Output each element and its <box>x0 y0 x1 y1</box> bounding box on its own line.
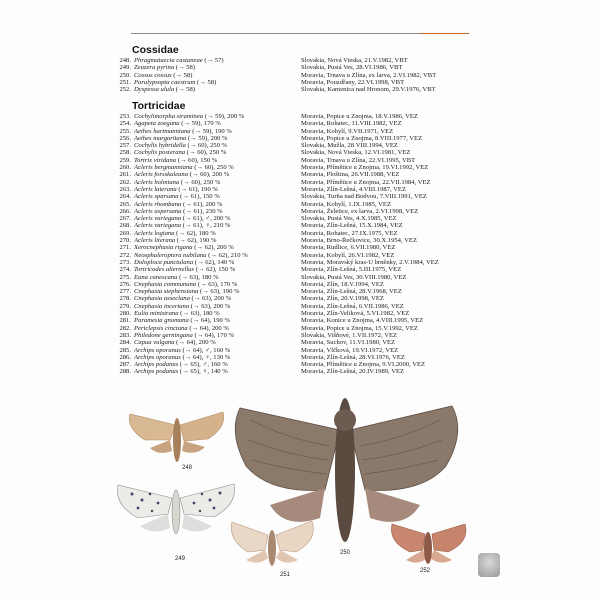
entry-number: 260. <box>119 164 131 172</box>
moth-specimen-251 <box>231 521 313 566</box>
page-reference: (→ 57) <box>204 57 224 64</box>
locality-record: Moravia, Popice u Znojma, 18.V.1986, VEZ <box>301 113 418 120</box>
locality-record: Moravia, Zlín-Lešná, 28.VI.1976, VEZ <box>301 353 405 361</box>
page-reference: (→ 63), 180 % <box>180 310 220 318</box>
scientific-name: Zeuzera pyrina <box>134 64 175 72</box>
scientific-name: Cnephasia stephensiana <box>134 288 199 296</box>
entry-number: 251. <box>119 78 131 86</box>
entry-number: 284. <box>119 339 131 347</box>
page-reference: (→ 64), 190 % <box>190 317 230 325</box>
entry-number: 276. <box>119 280 131 288</box>
scientific-name: Acleris laterana <box>134 185 177 193</box>
entry-number: 258. <box>119 149 131 157</box>
entry-number: 281. <box>119 317 131 325</box>
page-thumb-logo <box>478 553 500 577</box>
locality-record: Moravia, Zlín-Lešná, 15.X.1984, VEZ <box>301 222 403 230</box>
locality-record: Moravia, Přímětice u Znojma, 19.VI.1992, VEZ <box>301 164 429 172</box>
scientific-name: Cnephasia communana <box>134 280 197 288</box>
locality-record: Slovakia, Pustá Ves, 30.VIII.1980, VEZ <box>301 273 407 281</box>
locality-record: Moravia, Popice u Znojma, 8.VIII.1977, VEZ <box>301 134 423 142</box>
page-reference: (→ 62), 140 % <box>194 258 235 266</box>
locality-record: Slovakia, Mužla, 28.VIII.1994, VEZ <box>301 142 398 150</box>
locality-record: Moravia, Zlín-Lešná, 4.VIII.1987, VEZ <box>301 185 406 193</box>
page-reference: (→ 60), 250 % <box>194 164 234 172</box>
entry-number: 249. <box>119 64 131 72</box>
scientific-name: Aethes hartmanniana <box>134 127 191 135</box>
plate-label-248: 248 <box>182 465 193 471</box>
moth-specimen-252 <box>391 524 466 564</box>
entry-number: 262. <box>119 178 131 186</box>
page-reference: (→ 64), ♀, 130 % <box>182 353 231 361</box>
page-reference: (→ 61), ♀, 210 % <box>182 222 231 230</box>
locality-record: Moravia, Kobylí, 26.VI.1982, VEZ <box>301 251 395 259</box>
entry-number: 256. <box>119 134 131 142</box>
locality-record: Moravia, Zlín, 18.V.1994, VEZ <box>301 280 384 288</box>
page-reference: (→ 60), 250 % <box>180 178 221 186</box>
scientific-name: Tortricodes alternellus <box>134 266 195 274</box>
locality-record: Moravia, Kobylí, 1.IX.1985, VEZ <box>301 200 391 208</box>
plate-label-251: 251 <box>280 572 291 578</box>
page-reference: (→ 65), ♀, 140 % <box>179 368 228 376</box>
scientific-name: Tortrix viridana <box>134 156 177 164</box>
locality-record: Slovakia, Nová Vieska, 12.VI.1981, VEZ <box>301 149 411 157</box>
page-reference: (→ 64), 200 % <box>189 324 229 332</box>
entry-number: 274. <box>119 266 131 274</box>
entry-number: 264. <box>119 193 131 201</box>
locality-record: Moravia, Moravský kras-U brněnky, 2.V.1984, VEZ <box>301 258 439 266</box>
page-reference: (→ 64), 200 % <box>176 339 216 347</box>
entry-number: 279. <box>119 302 131 310</box>
page-reference: (→ 62), 150 % <box>195 266 236 274</box>
locality-record: Slovakia, Pustá Ves, 28.VI.1986, VBT <box>301 64 403 72</box>
locality-record: Moravia, Zlín-Lešná, 6.VII.1986, VEZ <box>301 302 404 310</box>
scientific-name: Archips podanus <box>134 361 179 369</box>
page-reference: (→ 61), 230 % <box>183 207 223 215</box>
scientific-name: Periclepsis cinctana <box>134 324 188 332</box>
locality-record: Moravia, Zlín-Lešná, 20.IV.1989, VEZ <box>301 368 405 376</box>
locality-record: Moravia, Kobylí, 9.VII.1971, VEZ <box>301 127 394 135</box>
entry-number: 268. <box>119 222 131 230</box>
page-reference: (→ 59), 200 % <box>204 113 245 120</box>
scientific-name: Archips oporanus <box>134 346 181 354</box>
page-reference: (→ 63), 200 % <box>191 295 232 303</box>
locality-record: Slovakia, Kamenica nad Hronom, 29.V.1976, VBT <box>301 86 436 94</box>
page-reference: (→ 63), 200 % <box>190 302 231 310</box>
locality-record: Moravia, Ploština, 26.VII.1988, VEZ <box>301 171 400 179</box>
scientific-name: Acleris bergmanniana <box>134 164 193 172</box>
plate-label-249: 249 <box>175 556 186 562</box>
entry-number: 255. <box>119 127 131 135</box>
scientific-name: Cossus cossus <box>134 71 172 79</box>
entry-number: 266. <box>119 207 131 215</box>
page-reference: (→ 58) <box>173 71 193 79</box>
locality-record: Moravia, Zlín, 20.V.1998, VEZ <box>301 295 384 303</box>
page-reference: (→ 65), ♂, 160 % <box>179 361 228 369</box>
page-reference: (→ 60), 150 % <box>177 156 218 164</box>
entry-number: 288. <box>119 368 131 376</box>
locality-record: Slovakia, Turňa nad Bodvou, 7.VIII.1991, VEZ <box>301 193 427 201</box>
locality-record: Slovakia, Nová Vieska, 21.V.1982, VBT <box>301 57 408 64</box>
page-reference: (→ 60), 250 % <box>186 149 227 157</box>
entry-number: 253. <box>119 113 131 120</box>
scientific-name: Cnephasia asseclana <box>134 295 190 303</box>
scientific-name: Acleris logiana <box>134 229 175 237</box>
locality-record: Moravia, Zlín-Lešná, 5.III.1975, VEZ <box>301 266 402 274</box>
scientific-name: Dyspessa ulula <box>134 86 175 94</box>
entry-number: 250. <box>119 71 131 79</box>
entry-number: 263. <box>119 185 131 193</box>
scientific-name: Aethes margaritana <box>134 134 187 142</box>
locality-record: Slovakia, Višňové, 1.VII.1972, VEZ <box>301 331 398 339</box>
scientific-name: Archips oporanus <box>134 353 181 361</box>
scientific-name: Acleris variegana <box>134 215 182 223</box>
entry-number: 261. <box>119 171 131 179</box>
entry-number: 252. <box>119 86 131 94</box>
scientific-name: Doloploca punctulana <box>134 258 194 266</box>
scientific-name: Eana canescana <box>134 273 178 281</box>
scientific-name: Cochylis posterana <box>134 149 186 157</box>
page-reference: (→ 60), 250 % <box>187 142 228 150</box>
entry-number: 254. <box>119 120 131 128</box>
entry-number: 272. <box>119 251 131 259</box>
entry-number: 286. <box>119 353 131 361</box>
scientific-name: Paralypsopta caestrum <box>134 78 196 86</box>
scientific-name: Neosphaleroptera nubilana <box>134 251 207 259</box>
locality-record: Moravia, Rohatec, 11.VIII.1982, VEZ <box>301 120 402 128</box>
scientific-name: Cochylimorpha straminea <box>134 113 204 120</box>
locality-record: Moravia, Vlčková, 19.VI.1972, VEZ <box>301 346 399 354</box>
page-reference: (→ 61), 200 % <box>182 200 223 208</box>
entry-number: 283. <box>119 331 131 339</box>
entry-number: 273. <box>119 258 131 266</box>
scientific-name: Phragmataecia castaneae <box>134 57 203 64</box>
entry-number: 275. <box>119 273 131 281</box>
locality-record: Moravia, Zlín-Lešná, 28.V.1968, VEZ <box>301 288 402 296</box>
scientific-name: Acleris variegana <box>134 222 182 230</box>
page-reference: (→ 60), 200 % <box>189 171 230 179</box>
scientific-name: Acleris aspersana <box>134 207 182 215</box>
page-reference: (→ 61), 150 % <box>180 193 220 201</box>
scientific-name: Acleris literana <box>134 237 176 245</box>
page-reference: (→ 63), 170 % <box>197 280 238 288</box>
section-title-tortricidae: Tortricidae <box>132 100 186 112</box>
page-reference: (→ 64), 170 % <box>194 331 235 339</box>
scientific-name: Agapeta zoegana <box>134 120 180 128</box>
locality-record: Moravia, Zlín-Veliková, 5.VI.1982, VEZ <box>301 310 410 318</box>
page-reference: (→ 63), 190 % <box>199 288 240 296</box>
page-reference: (→ 62), 200 % <box>194 244 234 252</box>
moth-specimen-250 <box>235 398 458 542</box>
entry-number: 280. <box>119 310 131 318</box>
entry-number: 259. <box>119 156 131 164</box>
entry-number: 269. <box>119 229 131 237</box>
entry-number: 270. <box>119 237 131 245</box>
scientific-name: Xerocnephasia rigana <box>134 244 193 252</box>
locality-record: Moravia, Trnava u Zlína, 22.VI.1995, VBT <box>301 156 416 164</box>
page-reference: (→ 62), 190 % <box>176 237 217 245</box>
scientific-name: Acleris holmiana <box>134 178 180 186</box>
moth-specimen-249 <box>117 484 234 534</box>
scientific-name: Cnephasia incertana <box>134 302 190 310</box>
entry-number: 248. <box>119 57 131 64</box>
scientific-name: Acleris forsskaleana <box>134 171 189 179</box>
locality-record: Moravia, Pouzdřany, 22.VI.1998, VBT <box>301 78 405 86</box>
page-reference: (→ 58) <box>175 64 196 72</box>
page-reference: (→ 59), 200 % <box>187 134 228 142</box>
plate-label-250: 250 <box>340 550 351 556</box>
scientific-name: Acleris rhombana <box>134 200 182 208</box>
entry-number: 257. <box>119 142 131 150</box>
scientific-name: Eulia ministrana <box>134 310 179 318</box>
locality-record: Moravia, Konice u Znojma, 4.VIII.1995, VEZ <box>301 317 424 325</box>
scientific-name: Capua vulgana <box>134 339 175 347</box>
locality-record: Moravia, Přímětice u Znojma, 22.VII.1984, VEZ <box>301 178 431 186</box>
locality-record: Slovakia, Pustá Ves, 4.X.1985, VEZ <box>301 215 397 223</box>
page-reference: (→ 63), 180 % <box>179 273 219 281</box>
page-reference: (→ 61), 190 % <box>178 185 218 193</box>
page-reference: (→ 59), 190 % <box>192 127 232 135</box>
page-reference: (→ 59), 170 % <box>181 120 221 128</box>
page-reference: (→ 62), 180 % <box>176 229 216 237</box>
page-reference: (→ 62), 210 % <box>208 251 248 259</box>
entry-number: 287. <box>119 361 131 369</box>
entry-number: 265. <box>119 200 131 208</box>
page-reference: (→ 58) <box>197 78 217 86</box>
locality-record: Moravia, Popice u Znojma, 15.V.1992, VEZ <box>301 324 418 332</box>
entry-number: 271. <box>119 244 131 252</box>
locality-record: Moravia, Přímětice u Znojma, 9.VI.2000, VEZ <box>301 361 426 369</box>
entry-number: 277. <box>119 288 131 296</box>
entry-number: 282. <box>119 324 131 332</box>
scientific-name: Cochylis hybridella <box>134 142 186 150</box>
scientific-name: Acleris sparsana <box>134 193 179 201</box>
locality-record: Moravia, Brno-Řečkovice, 30.X.1954, VEZ <box>301 237 417 245</box>
locality-record: Moravia, Želetice, ex larva, 2.VI.1998, VEZ <box>301 207 419 215</box>
page-reference: (→ 58) <box>175 86 196 94</box>
section-title-cossidae: Cossidae <box>132 44 179 56</box>
locality-record: Moravia, Trnava u Zlína, ex larva, 2.VI.1982, VBT <box>301 71 437 79</box>
page-reference: (→ 64), ♂, 160 % <box>182 346 231 354</box>
scientific-name: Archips podanus <box>134 368 179 376</box>
locality-record: Moravia, Rohatec, 27.IX.1975, VEZ <box>301 229 398 237</box>
page-reference: (→ 61), ♂, 200 % <box>182 215 231 223</box>
locality-record: Moravia, Suchov, 11.VI.1980, VEZ <box>301 339 396 347</box>
entry-number: 278. <box>119 295 131 303</box>
scientific-name: Philedone gerningana <box>134 331 193 339</box>
locality-record: Moravia, Rudlice, 6.VII.1980, VEZ <box>301 244 396 252</box>
plate-label-252: 252 <box>420 568 431 574</box>
scientific-name: Paramesia gnomana <box>134 317 189 325</box>
entry-number: 267. <box>119 215 131 223</box>
entry-number: 285. <box>119 346 131 354</box>
moth-specimen-248 <box>129 412 223 462</box>
